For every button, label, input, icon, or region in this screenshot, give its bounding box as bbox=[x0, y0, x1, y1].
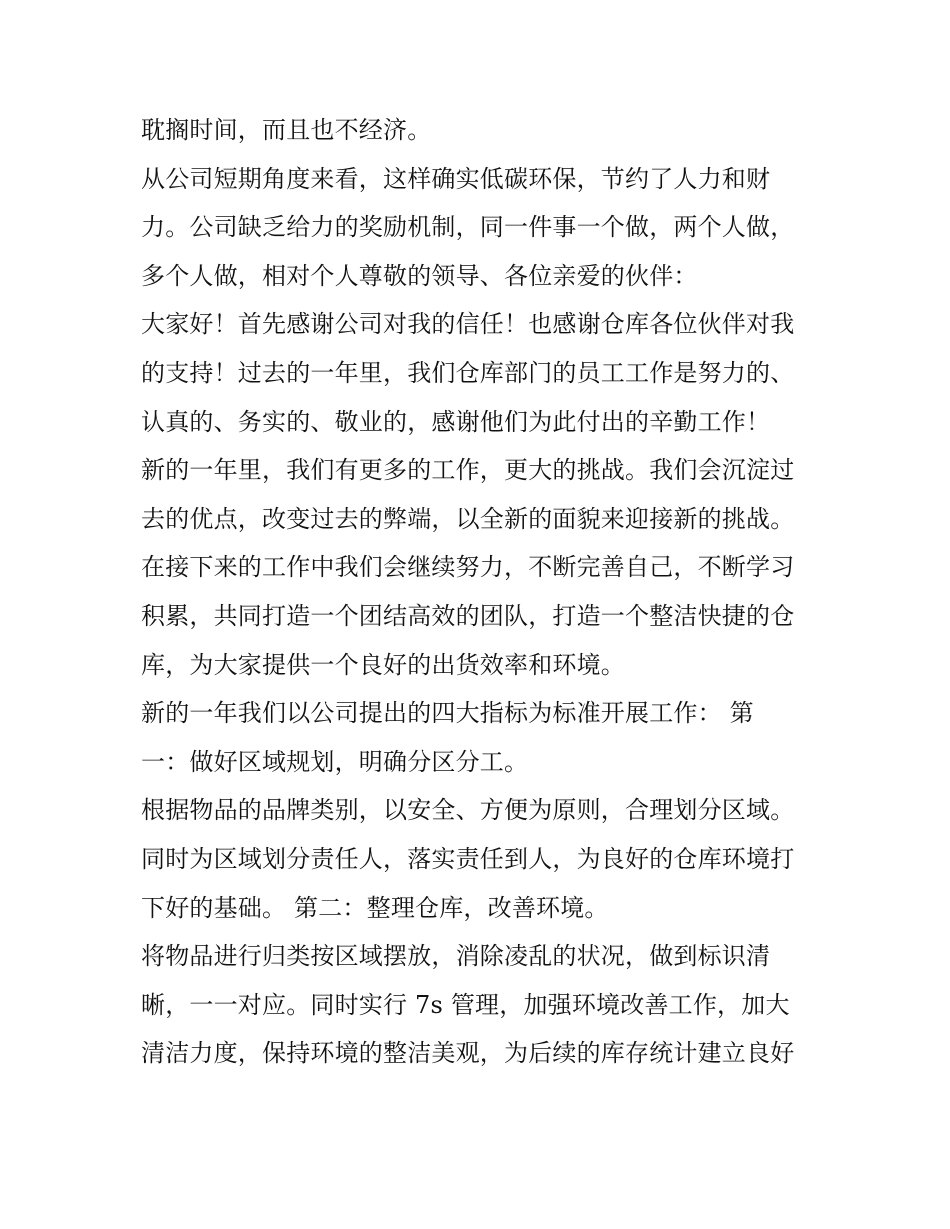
text-line: 多个人做，相对个人尊敬的领导、各位亲爱的伙伴： bbox=[141, 261, 698, 290]
text-line: 同时为区域划分责任人，落实责任到人，为良好的仓库环境打 bbox=[141, 844, 795, 873]
text-line: 一：做好区域规划，明确分区分工。 bbox=[141, 747, 529, 776]
text-line: 在接下来的工作中我们会继续努力，不断完善自己，不断学习 bbox=[141, 553, 795, 582]
text-line: 根据物品的品牌类别，以安全、方便为原则，合理划分区域。 bbox=[141, 796, 795, 825]
document-body bbox=[141, 106, 831, 1078]
text-line: 晰，一一对应。同时实行 7s 管理，加强环境改善工作，加大 bbox=[141, 990, 790, 1019]
text-line: 大家好！首先感谢公司对我的信任！也感谢仓库各位伙伴对我 bbox=[141, 310, 795, 339]
text-line: 新的一年里，我们有更多的工作，更大的挑战。我们会沉淀过 bbox=[141, 456, 795, 485]
text-line: 从公司短期角度来看，这样确实低碳环保，节约了人力和财 bbox=[141, 164, 771, 193]
text-line: 将物品进行归类按区域摆放，消除凌乱的状况，做到标识清 bbox=[141, 942, 771, 971]
text-line: 的支持！过去的一年里，我们仓库部门的员工工作是努力的、 bbox=[141, 358, 795, 387]
text-line: 积累，共同打造一个团结高效的团队，打造一个整洁快捷的仓 bbox=[141, 601, 795, 630]
text-line: 清洁力度，保持环境的整洁美观，为后续的库存统计建立良好 bbox=[141, 1039, 795, 1068]
text-line: 库，为大家提供一个良好的出货效率和环境。 bbox=[141, 650, 625, 679]
text-line: 耽搁时间，而且也不经济。 bbox=[141, 116, 432, 144]
text-line: 认真的、务实的、敬业的，感谢他们为此付出的辛勤工作！ bbox=[141, 407, 771, 436]
text-line: 去的优点，改变过去的弊端，以全新的面貌来迎接新的挑战。 bbox=[141, 504, 795, 533]
text-line: 新的一年我们以公司提出的四大指标为标准开展工作： 第 bbox=[141, 699, 754, 728]
text-line: 力。公司缺乏给力的奖励机制，同一件事一个做，两个人做， bbox=[141, 213, 795, 242]
text-line: 下好的基础。 第二：整理仓库，改善环境。 bbox=[141, 893, 609, 922]
